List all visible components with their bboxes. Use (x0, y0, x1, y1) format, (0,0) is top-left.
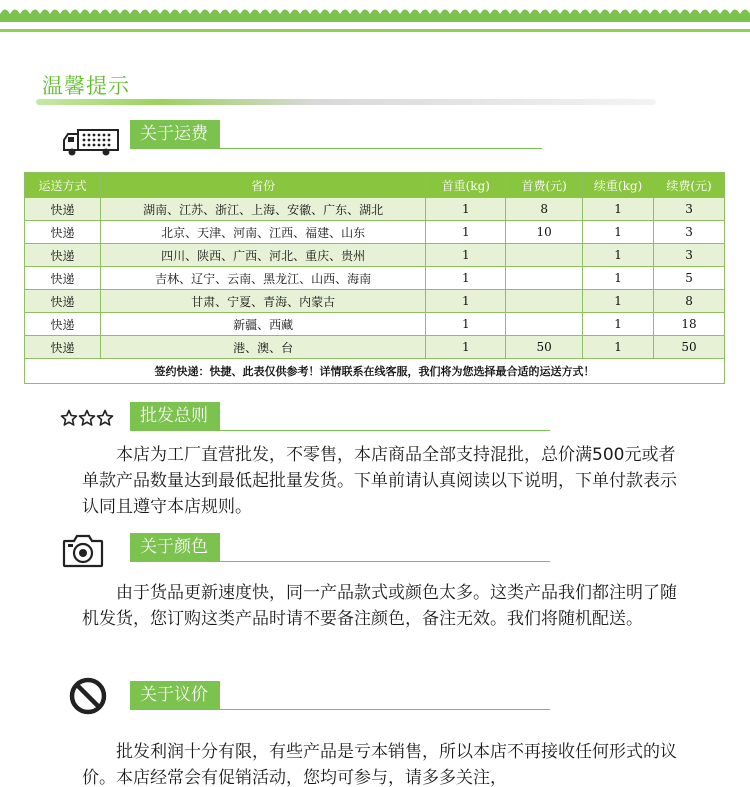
main-title: 温馨提示 (42, 74, 130, 98)
col-header: 续费(元) (654, 173, 725, 198)
table-cell (506, 290, 583, 313)
table-cell: 快递 (25, 221, 101, 244)
table-cell: 3 (654, 198, 725, 221)
table-row (25, 198, 725, 221)
color-paragraph: 由于货品更新速度快，同一产品款式或颜色太多。这类产品我们都注明了随机发货，您订购这类产品时请不要备注颜色，备注无效。我们将随机配送。 (82, 583, 677, 629)
table-cell: 1 (426, 290, 506, 313)
table-cell: 湖南、江苏、浙江、上海、安徽、广东、湖北 (100, 198, 425, 221)
table-cell: 3 (654, 221, 725, 244)
main-title-underline (36, 99, 656, 105)
table-cell: 8 (654, 290, 725, 313)
no-sign-icon (68, 676, 108, 716)
table-cell: 快递 (25, 290, 101, 313)
table-cell: 50 (506, 336, 583, 359)
table-cell: 3 (654, 244, 725, 267)
table-cell: 吉林、辽宁、云南、黑龙江、山西、海南 (100, 267, 425, 290)
table-cell: 快递 (25, 244, 101, 267)
table-cell: 1 (583, 198, 654, 221)
table-row (25, 267, 725, 290)
col-header: 首费(元) (506, 173, 583, 198)
shipping-table (24, 172, 725, 384)
section-title-color: 关于颜色 (130, 533, 220, 561)
table-row (25, 244, 725, 267)
section-line-bargain (130, 709, 550, 710)
table-row (25, 290, 725, 313)
table-cell (506, 313, 583, 336)
table-cell: 1 (426, 198, 506, 221)
table-cell: 18 (654, 313, 725, 336)
wholesale-paragraph: 本店为工厂直营批发，不零售，本店商品全部支持混批，总价满500元或者单款产品数量达到最低起批量发货。下单前请认真阅读以下说明，下单付款表示认同且遵守本店规则。 (82, 445, 677, 517)
table-cell (506, 244, 583, 267)
table-cell: 50 (654, 336, 725, 359)
col-header: 省份 (100, 173, 425, 198)
table-cell: 快递 (25, 267, 101, 290)
table-row (25, 336, 725, 359)
table-cell: 北京、天津、河南、江西、福建、山东 (100, 221, 425, 244)
table-cell: 快递 (25, 336, 101, 359)
table-cell: 1 (426, 244, 506, 267)
table-cell: 10 (506, 221, 583, 244)
table-cell: 1 (426, 221, 506, 244)
table-cell (506, 267, 583, 290)
table-header-row (25, 173, 725, 198)
section-line-shipping (130, 148, 542, 149)
table-cell: 甘肃、宁夏、青海、内蒙古 (100, 290, 425, 313)
table-note-row (25, 359, 725, 384)
shipping-note: 签约快递：快捷、此表仅供参考！详情联系在线客服，我们将为您选择最合适的运送方式！ (25, 359, 725, 384)
col-header: 续重(kg) (583, 173, 654, 198)
table-cell: 快递 (25, 313, 101, 336)
section-line-wholesale (130, 430, 550, 431)
table-cell: 四川、陕西、广西、河北、重庆、贵州 (100, 244, 425, 267)
top-border-decoration (0, 0, 750, 38)
bargain-paragraph: 批发利润十分有限，有些产品是亏本销售，所以本店不再接收任何形式的议价。本店经常会有促销活动，您均可参与，请多多关注， (82, 742, 677, 787)
table-cell: 1 (583, 267, 654, 290)
table-cell: 8 (506, 198, 583, 221)
section-title-shipping: 关于运费 (130, 120, 220, 148)
three-stars-icon (60, 409, 114, 427)
table-cell: 1 (583, 313, 654, 336)
table-row (25, 313, 725, 336)
table-cell: 1 (583, 244, 654, 267)
table-cell: 1 (583, 221, 654, 244)
table-cell: 新疆、西藏 (100, 313, 425, 336)
grass-edge (0, 10, 750, 23)
table-cell: 1 (583, 290, 654, 313)
table-cell: 1 (426, 313, 506, 336)
section-title-bargain: 关于议价 (130, 681, 220, 709)
camera-icon (62, 532, 104, 568)
col-header: 首重(kg) (426, 173, 506, 198)
col-header: 运送方式 (25, 173, 101, 198)
table-cell: 1 (426, 267, 506, 290)
truck-icon (62, 128, 120, 158)
table-cell: 快递 (25, 198, 101, 221)
section-title-wholesale: 批发总则 (130, 402, 220, 430)
table-cell: 1 (583, 336, 654, 359)
table-cell: 港、澳、台 (100, 336, 425, 359)
table-cell: 1 (426, 336, 506, 359)
table-row (25, 221, 725, 244)
table-cell: 5 (654, 267, 725, 290)
section-line-color (130, 561, 550, 562)
